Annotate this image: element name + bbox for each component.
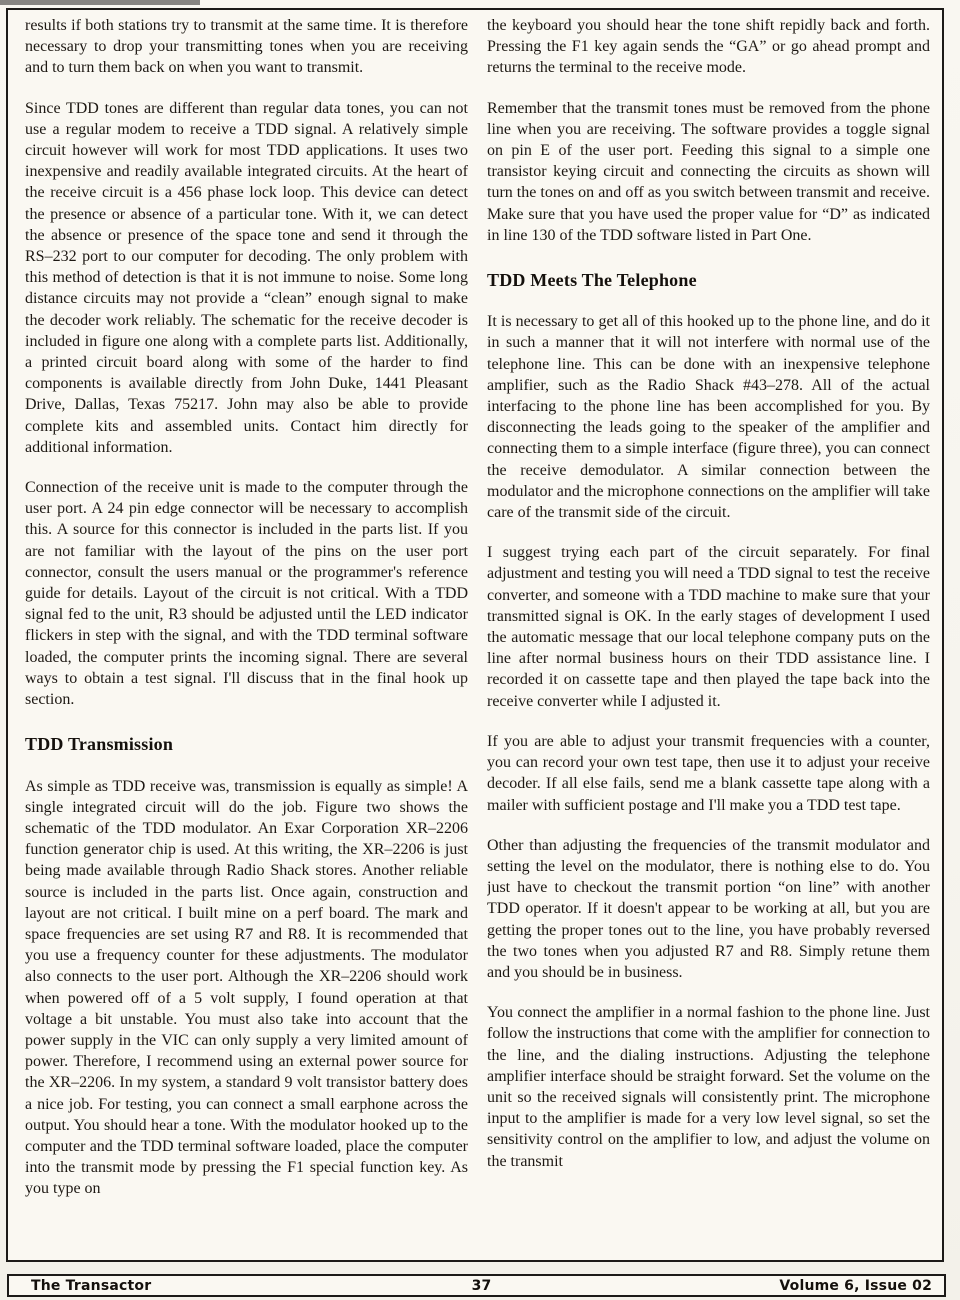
paragraph: As simple as TDD receive was, transmission is equally as simple! A single integrated circuit will do the job. Figure two shows the schematic of the TDD modulator. An Exar Corporation XR–2206 function generator chip is used. At this writing, the XR–2206 is just being made available through Radio Shack stores. Another reliable source is included in the parts list. Once again, construction and layout are not critical. I built mine on a perf board. The mark and space frequencies are set using R7 and R8. It is recommended that you use a frequency counter for these adjustments. The modulator also connects to the user port. Although the XR–2206 should work when powered off of a 5 volt supply, I found operation at that voltage a bit unstable. You must also take into account that the power supply in the VIC can only supply a very limited amount of power. Therefore, I recommend using an external power source for the XR–2206. In my system, a standard 9 volt transistor battery does a nice job. For testing, you can connect a small earphone across the output. You should hear a tone. With the modulator hooked up to the computer and the TDD terminal software loaded, place the computer into the transmit mode by pressing the F1 special function key. As you type on xyxy=(25,777,468,1198)
footer-publication-title: The Transactor xyxy=(31,1277,152,1294)
paragraph: results if both stations try to transmit at the same time. It is therefore necessary to drop your transmitting tones when you are receiving and to turn them back on when you want to transmit. xyxy=(25,17,468,77)
section-heading-tdd-meets-the-telephone: TDD Meets The Telephone xyxy=(487,270,697,291)
paragraph: If you are able to adjust your transmit frequencies with a counter, you can record your own test tape, then use it to adjust your receive decoder. If all else fails, send me a blank cassette tape along with a mailer with sufficient postage and I'll make you a TDD test tape. xyxy=(487,732,930,814)
paragraph: Since TDD tones are different than regular data tones, you can not use a regular modem to receive a TDD signal. A relatively simple circuit however will work for most TDD applications. It uses two inexpensive and readily available integrated circuits. At the heart of the receive circuit is a 456 phase lock loop. This device can detect the presence or absence of a particular tone. With it, we can detect the absence or presence of the space tone and send it through the RS–232 port to our computer for decoding. The only problem with this method of detection is that it is not immune to noise. Some long distance circuits may not provide a “clean” enough signal to make the decoder work reliably. The schematic for the receive decoder is included in figure one along with a complete parts list. Additionally, a printed circuit board along with some of the harder to find components is available directly from John Duke, 1441 Pleasant Drive, Dallas, Texas 75217. John may also be able to provide complete kits and assembled units. Contact him directly for additional information. xyxy=(25,99,468,456)
left-column xyxy=(25,15,468,1219)
section-heading-tdd-transmission: TDD Transmission xyxy=(25,734,174,755)
footer-page-number: 37 xyxy=(471,1277,492,1294)
page-footer xyxy=(7,1274,946,1297)
right-column xyxy=(487,15,930,1219)
paragraph: You connect the amplifier in a normal fashion to the phone line. Just follow the instructions that come with the amplifier for connection to the line, and the dialing instructions. Adjusting the telephone amplifier interface should be straight forward. Set the volume on the unit so the received signals will consistently print. The microphone input to the amplifier is made for a very low level signal, so set the sensitivity control on the amplifier to low, and adjust the volume on the transmit xyxy=(487,1004,930,1170)
scan-artifact xyxy=(0,0,200,5)
paragraph: Connection of the receive unit is made to the computer through the user port. A 24 pin edge connector will be necessary to accomplish this. A source for this connector is included in the parts list. If you are not familiar with the layout of the pins on the user port connector, consult the users manual or the programmer's reference guide for details. Layout of the circuit is not critical. With a TDD signal fed to the unit, R3 should be adjusted until the LED indicator flickers in step with the signal, and with the TDD terminal software loaded, the computer prints the incoming signal. There are several ways to obtain a test signal. I'll discuss that in the final hook up section. xyxy=(25,479,468,709)
paragraph: Other than adjusting the frequencies of the transmit modulator and setting the level on the modulator, there is nothing else to do. You just have to checkout the transmit portion “on line” with another TDD operator. If it doesn't appear to be working at all, but you are getting the proper tones out to the line, you have probably reversed the two tones when you adjusted R7 and R8. Simply retune them and you should be in business. xyxy=(487,836,930,981)
footer-volume-issue: Volume 6, Issue 02 xyxy=(779,1277,933,1294)
paragraph: It is necessary to get all of this hooked up to the phone line, and do it in such a manner that it will not interfere with normal use of the telephone line. This can be done with an inexpensive telephone amplifier, such as the Radio Shack #43–278. All of the actual interfacing to the phone line has been accomplished for you. By disconnecting the leads going to the speaker of the amplifier and connecting them to a simple interface (figure three), you can connect the receive demodulator. A similar connection between the modulator and the microphone connections on the amplifier will take care of the transmit side of the circuit. xyxy=(487,313,930,522)
paragraph: Remember that the transmit tones must be removed from the phone line when you are receiving. The software provides a toggle signal on pin E of the user port. Feeding this signal to a simple one transistor keying circuit and connecting the circuits as shown will turn the tones on and off as you switch between transmit and receive. Make sure that you have used the proper value for “D” as indicated in line 130 of the TDD software listed in Part One. xyxy=(487,99,930,244)
paragraph: the keyboard you should hear the tone shift repidly back and forth. Pressing the F1 key again sends the “GA” or go ahead prompt and returns the terminal to the receive mode. xyxy=(487,17,930,77)
page-content-frame xyxy=(6,8,944,1262)
paragraph: I suggest trying each part of the circuit separately. For final adjustment and testing you will need a TDD signal to test the receive converter, and someone with a TDD machine to make sure that your transmitted signal is OK. In the early stages of development I used the automatic message that our local telephone company puts on the line after normal business hours on their TDD assistance line. I recorded it on cassette tape and then played the tape back into the receive converter while I adjusted it. xyxy=(487,544,930,710)
two-column-layout xyxy=(8,10,942,1219)
